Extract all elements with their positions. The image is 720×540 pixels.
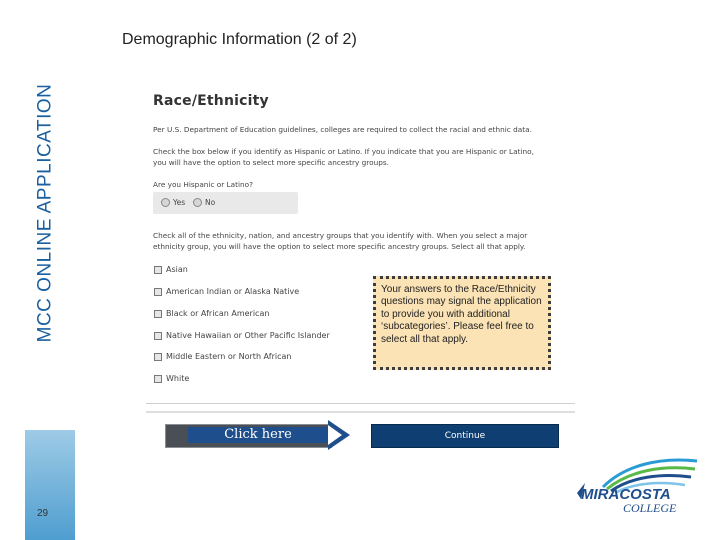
logo-text-line-1: MIRACOSTA <box>581 486 671 503</box>
checkbox-square[interactable] <box>154 288 162 296</box>
radio-no-label: No <box>205 198 216 207</box>
checkbox-square[interactable] <box>154 332 162 340</box>
continue-button[interactable]: Continue <box>371 424 559 448</box>
checkbox-label: Black or African American <box>166 309 270 318</box>
callout-note: Your answers to the Race/Ethnicity questions may signal the application to provide you with additional ‘subcategories’. Please feel free to select all that apply. <box>373 276 551 370</box>
divider <box>146 411 575 413</box>
click-here-button[interactable] <box>165 424 332 448</box>
checkbox-white[interactable] <box>154 374 189 383</box>
radio-yes[interactable] <box>161 198 185 207</box>
checkbox-black[interactable] <box>154 309 269 318</box>
vertical-app-title <box>30 20 60 405</box>
arrow-right-icon-inner <box>328 425 342 445</box>
click-here-label: Click here <box>188 427 328 443</box>
hispanic-question: Are you Hispanic or Latino? <box>153 180 253 189</box>
checkbox-square[interactable] <box>154 266 162 274</box>
groups-instructions-line-2: ethnicity group, you will have the option to select more specific ancestry groups. Select all that apply. <box>153 242 526 251</box>
radio-no-circle[interactable] <box>193 198 202 207</box>
checkbox-american-indian[interactable] <box>154 287 299 296</box>
hispanic-instructions-line-2: you will have the option to select more specific ancestry groups. <box>153 158 389 167</box>
slide-number: 29 <box>36 508 49 519</box>
checkbox-square[interactable] <box>154 353 162 361</box>
checkbox-middle-eastern[interactable] <box>154 352 291 361</box>
groups-instructions-line-1: Check all of the ethnicity, nation, and ancestry groups that you identify with. When you select a major <box>153 231 528 240</box>
form-heading: Race/Ethnicity <box>153 93 269 109</box>
checkbox-label: American Indian or Alaska Native <box>166 287 300 296</box>
radio-yes-circle[interactable] <box>161 198 170 207</box>
checkbox-label: Native Hawaiian or Other Pacific Islander <box>166 331 330 340</box>
checkbox-square[interactable] <box>154 310 162 318</box>
hispanic-radio-group <box>153 192 298 214</box>
side-accent-bar <box>25 430 75 540</box>
slide-title: Demographic Information (2 of 2) <box>122 31 357 48</box>
vertical-app-title-text: MCC ONLINE APPLICATION <box>34 83 56 342</box>
checkbox-label: White <box>166 374 190 383</box>
guidelines-text: Per U.S. Department of Education guidelines, colleges are required to collect the racial and ethnic data. <box>153 125 532 134</box>
checkbox-label: Asian <box>166 265 188 274</box>
hispanic-instructions-line-1: Check the box below if you identify as Hispanic or Latino. If you indicate that you are Hispanic or Latino, <box>153 147 534 156</box>
checkbox-square[interactable] <box>154 375 162 383</box>
checkbox-asian[interactable] <box>154 265 188 274</box>
checkbox-label: Middle Eastern or North African <box>166 352 292 361</box>
logo-text-line-2: COLLEGE <box>623 501 677 515</box>
divider <box>146 403 575 404</box>
checkbox-native-hawaiian[interactable] <box>154 331 330 340</box>
miracosta-college-logo <box>565 455 705 520</box>
radio-yes-label: Yes <box>173 198 186 207</box>
radio-no[interactable] <box>193 198 215 207</box>
